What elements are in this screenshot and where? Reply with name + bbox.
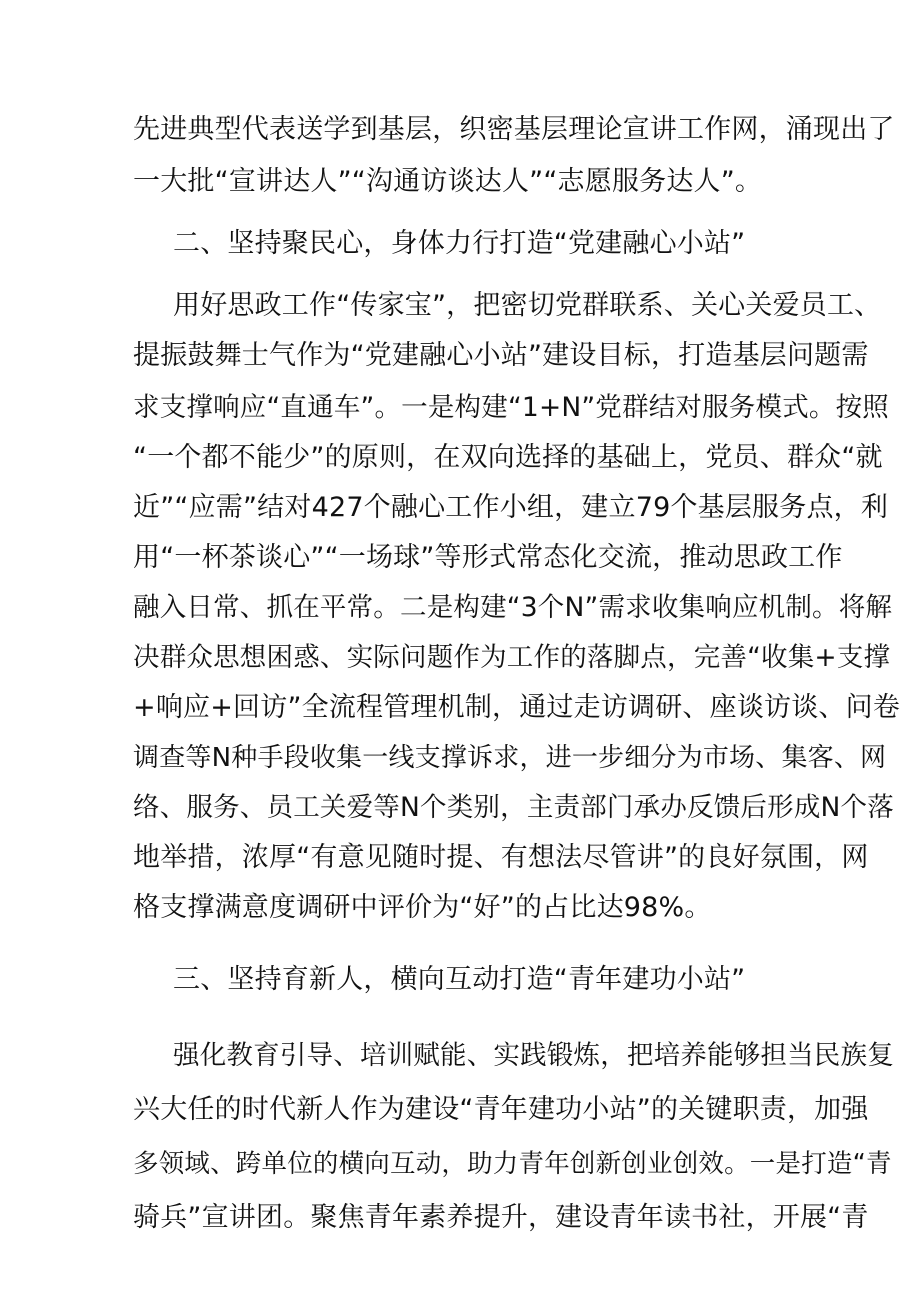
body-text-line: “一个都不能少”的原则，在双向选择的基础上，党员、群众“就 — [133, 442, 883, 473]
body-text-line: 强化教育引导、培训赋能、实践锻炼，把培养能够担当民族复 — [173, 1040, 894, 1071]
body-text-line: 络、服务、员工关爱等N个类别，主责部门承办反馈后形成N个落 — [133, 792, 894, 823]
body-text-line: 提振鼓舞士气作为“党建融心小站”建设目标，打造基层问题需 — [133, 340, 869, 371]
body-text-line: 调查等N种手段收集一线支撑诉求，进一步细分为市场、集客、网 — [133, 743, 887, 773]
body-text-line: 用“一杯茶谈心”“一场球”等形式常态化交流，推动思政工作 — [133, 542, 843, 573]
body-text-line: 用好思政工作“传家宝”，把密切党群联系、关心关爱员工、 — [173, 290, 882, 321]
body-text-line: 骑兵”宣讲团。聚焦青年素养提升，建设青年读书社，开展“青 — [133, 1202, 869, 1233]
body-text-line: 多领域、跨单位的横向互动，助力青年创新创业创效。一是打造“青 — [133, 1149, 892, 1179]
body-text-line: 先进典型代表送学到基层，织密基层理论宣讲工作网，涌现出了 — [133, 114, 895, 145]
body-text-line: 一大批“宣讲达人”“沟通访谈达人”“志愿服务达人”。 — [133, 166, 763, 197]
body-text-line: +响应+回访”全流程管理机制，通过走访调研、座谈访谈、问卷 — [133, 692, 901, 723]
section-heading: 二、坚持聚民心，身体力行打造“党建融心小站” — [173, 228, 746, 259]
body-text-line: 兴大任的时代新人作为建设“青年建功小站”的关键职责，加强 — [133, 1094, 869, 1125]
body-text-line: 近”“应需”结对427个融心工作小组，建立79个基层服务点，利 — [133, 492, 889, 523]
section-heading: 三、坚持育新人，横向互动打造“青年建功小站” — [173, 964, 746, 995]
body-text-line: 格支撑满意度调研中评价为“好”的占比达98%。 — [133, 892, 712, 923]
body-text-line: 求支撑响应“直通车”。一是构建“1+N”党群结对服务模式。按照 — [133, 392, 890, 423]
body-text-line: 融入日常、抓在平常。二是构建“3个N”需求收集响应机制。将解 — [133, 592, 893, 623]
body-text-line: 地举措，浓厚“有意见随时提、有想法尽管讲”的良好氛围，网 — [133, 842, 869, 873]
body-text-line: 决群众思想困惑、实际问题作为工作的落脚点，完善“收集+支撑 — [133, 642, 891, 673]
